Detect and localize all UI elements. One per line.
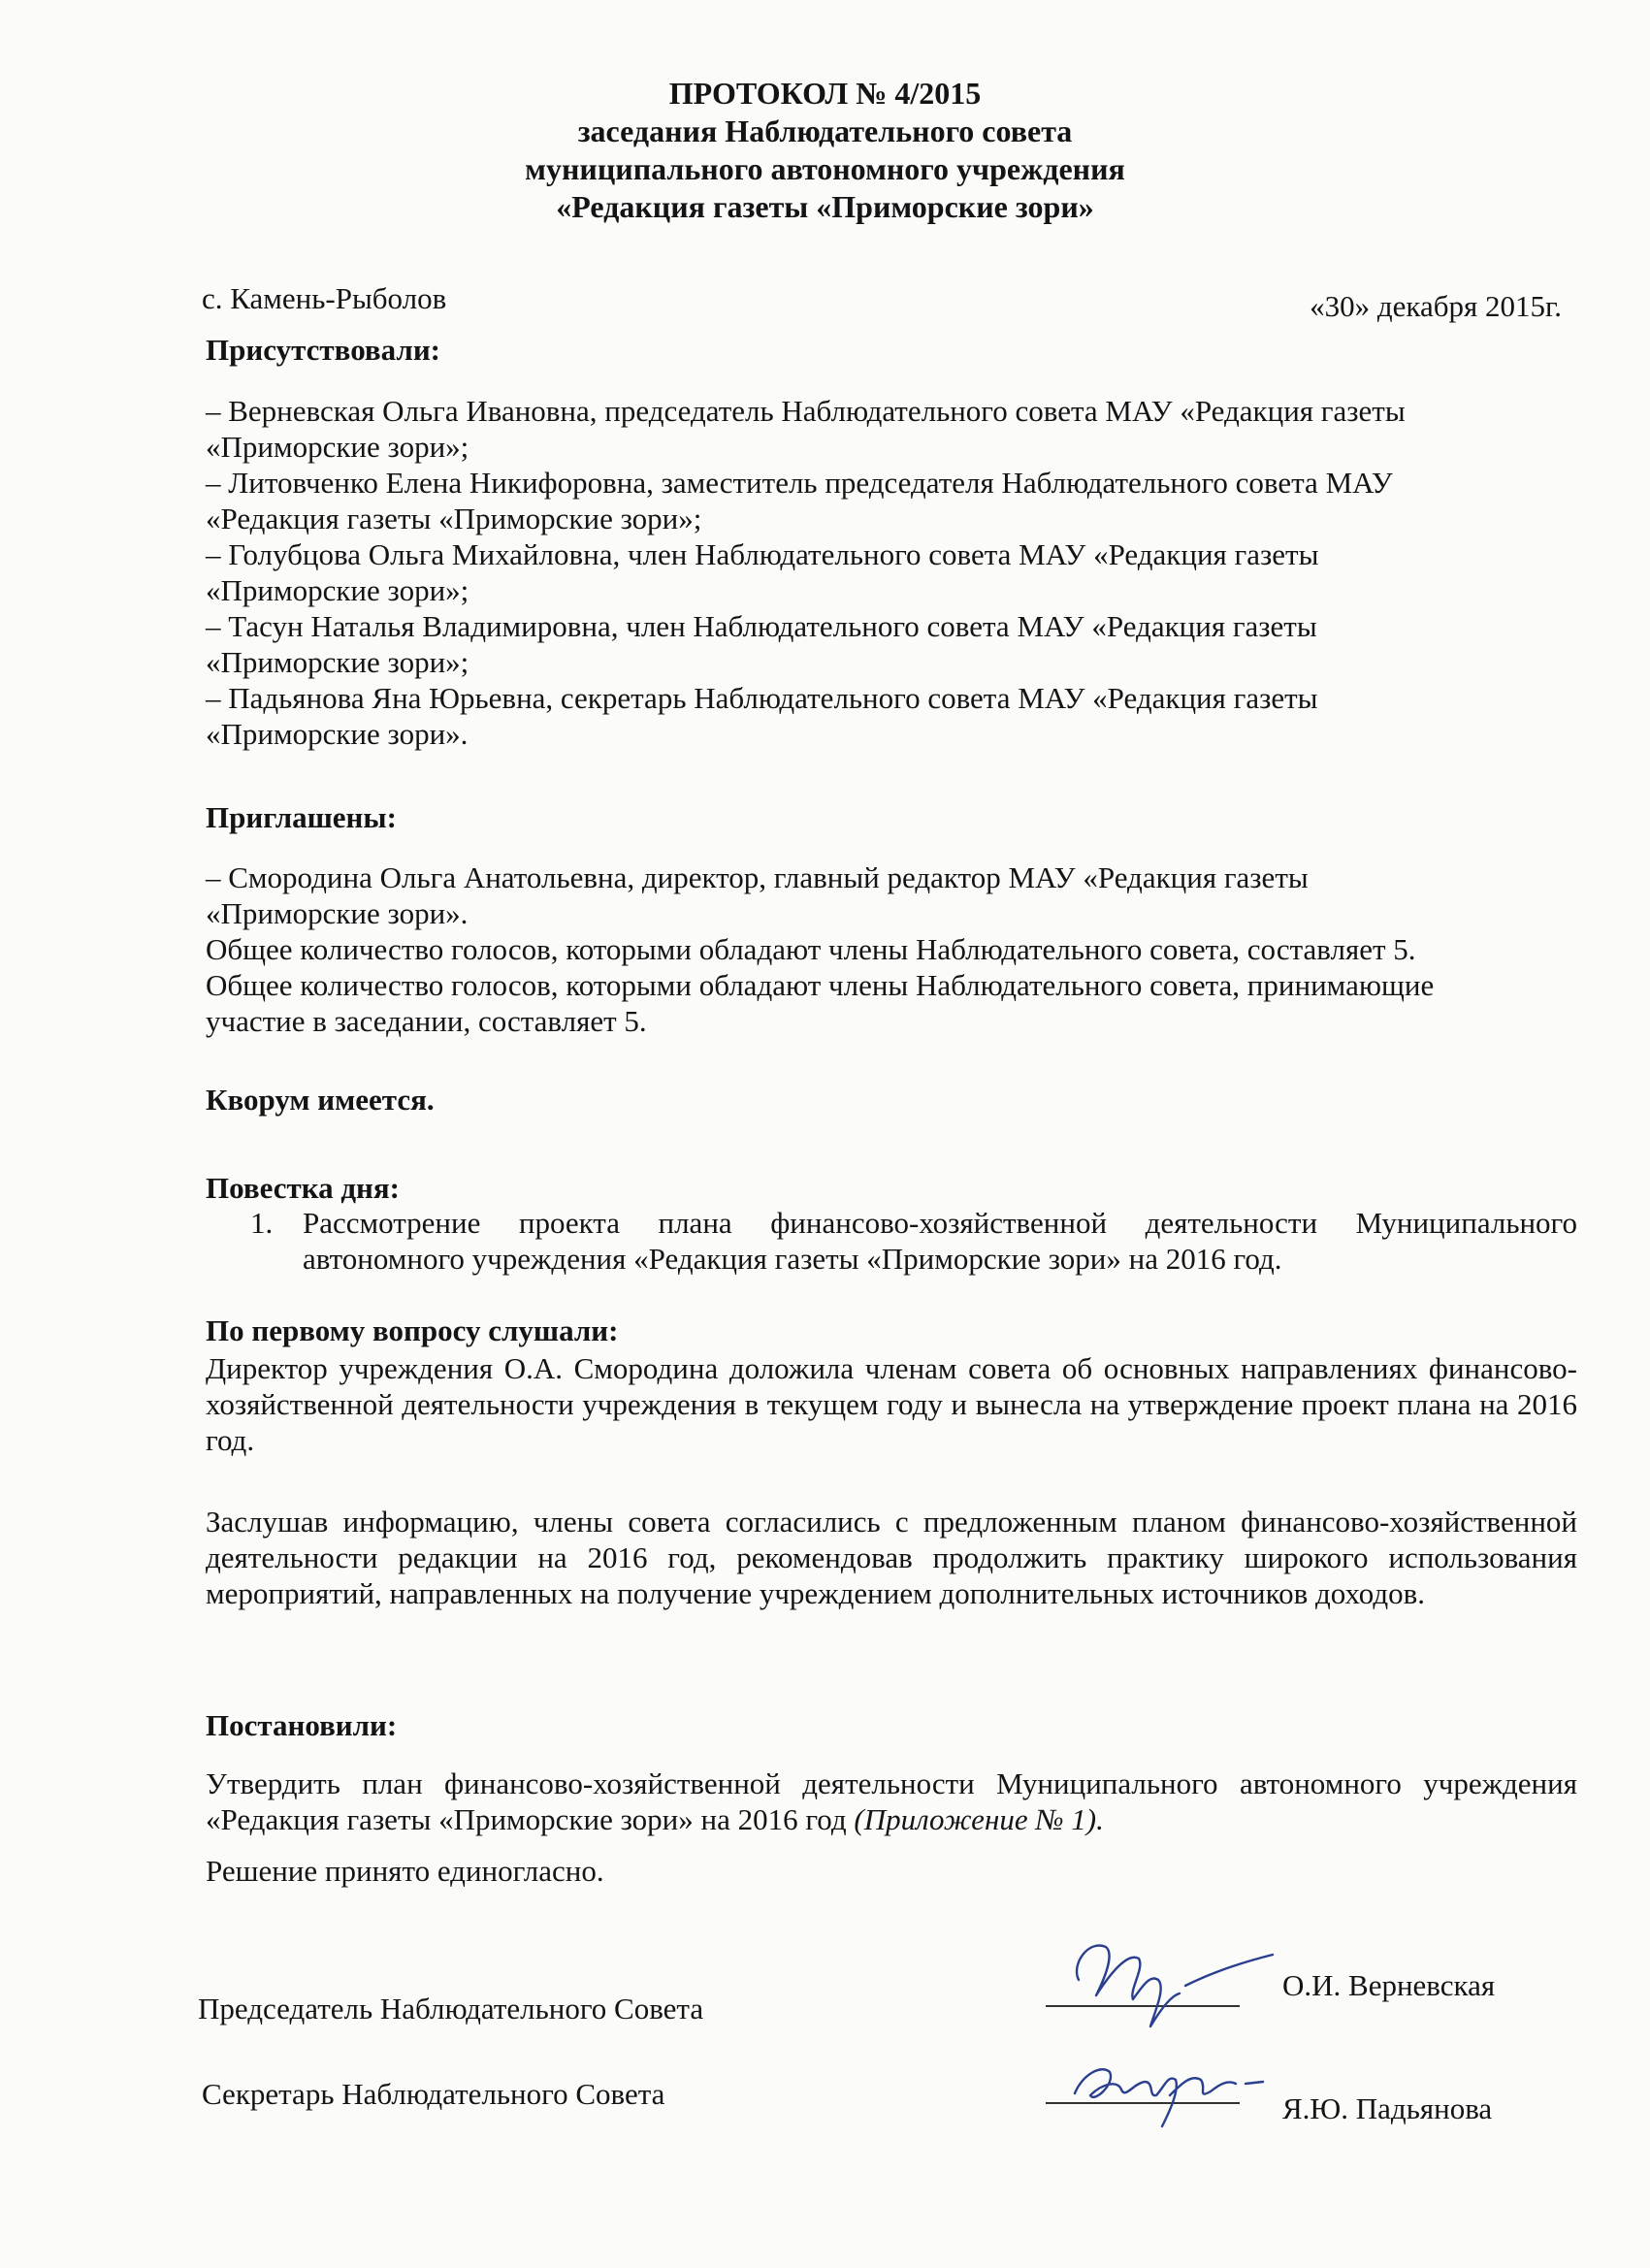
chair-role: Председатель Наблюдательного Совета [198,1992,704,2025]
protocol-subtitle-line2: муниципального автономного учреждения [525,151,1125,186]
votes-line: Общее количество голосов, которыми обладают члены Наблюдательного совета, составляет 5. [206,932,1416,966]
attendee-line: – Голубцова Ольга Михайловна, член Наблюдательного совета МАУ «Редакция газеты [206,537,1319,571]
secretary-signature [1055,2045,1288,2132]
attendee-line: – Тасун Наталья Владимировна, член Наблюдательного совета МАУ «Редакция газеты [206,609,1317,643]
invited-list [206,859,1577,1039]
protocol-subtitle-line1: заседания Наблюдательного совета [577,113,1073,148]
agenda-heading: Повестка дня: [206,1171,400,1205]
attendee-line: «Приморские зори»; [206,645,469,679]
attendee-line: «Редакция газеты «Приморские зори»; [206,502,702,535]
secretary-name: Я.Ю. Падьянова [1282,2091,1493,2125]
chair-name: О.И. Верневская [1282,1968,1496,2002]
decision-text: Решение принято единогласно. [206,1854,604,1888]
chair-signature-stroke [1077,1946,1273,2026]
invited-heading: Приглашены: [206,800,397,834]
votes-line: участие в заседании, составляет 5. [206,1004,647,1038]
secretary-role: Секретарь Наблюдательного Совета [202,2077,665,2111]
quorum-text: Кворум имеется. [206,1083,435,1117]
agenda-item-number: 1. [250,1206,274,1240]
attendee-line: – Падьянова Яна Юрьевна, секретарь Наблюдательного совета МАУ «Редакция газеты [206,681,1318,715]
attendees-list [206,393,1577,752]
attendee-line: «Приморские зори»; [206,430,469,464]
votes-line: Общее количество голосов, которыми обладают члены Наблюдательного совета, принимающие [206,968,1435,1002]
attendee-line: – Верневская Ольга Ивановна, председатель Наблюдательного совета МАУ «Редакция газеты [206,394,1406,428]
chair-signature [1057,1926,1280,2032]
first-question-report: Директор учреждения О.А. Смородина доложила членам совета об основных направлениях финансово-хозяйственной деятельности учреждения в текущем году и вынесла на утверждение проект плана на 2016 год. [206,1351,1577,1457]
attendee-line: – Литовченко Елена Никифоровна, заместитель председателя Наблюдательного совета МАУ [206,466,1393,500]
secretary-signature-stroke [1075,2069,1263,2126]
resolved-appendix-ref: (Приложение № 1). [854,1802,1104,1836]
attendee-line: «Приморские зори»; [206,573,469,607]
protocol-subtitle-line3: «Редакция газеты «Приморские зори» [556,189,1094,224]
first-question-heading: По первому вопросу слушали: [206,1313,619,1347]
meeting-date: «30» декабря 2015г. [1310,289,1562,323]
invited-line: «Приморские зори». [206,896,469,930]
attendee-line: «Приморские зори». [206,717,469,751]
meeting-place: с. Камень-Рыболов [202,281,447,315]
protocol-title: ПРОТОКОЛ № 4/2015 [668,76,982,111]
agenda-item-text: Рассмотрение проекта плана финансово-хозяйственной деятельности Муниципального автономного учреждения «Редакция газеты «Приморские зори» на 2016 год. [303,1206,1577,1276]
resolved-text [206,1766,1577,1837]
attendees-heading: Присутствовали: [206,333,441,367]
invited-line: – Смородина Ольга Анатольевна, директор, главный редактор МАУ «Редакция газеты [206,860,1309,894]
resolved-heading: Постановили: [206,1708,398,1742]
resolved-statement: Утвердить план финансово-хозяйственной деятельности Муниципального автономного учреждения «Редакция газеты «Приморские зори» на 2016 год [206,1766,1577,1836]
first-question-discussion: Заслушав информацию, члены совета согласились с предложенным планом финансово-хозяйственной деятельности редакции на 2016 год, рекомендовав продолжить практику широкого использования мероприятий, направленных на получение учреждением дополнительных источников доходов. [206,1505,1577,1610]
